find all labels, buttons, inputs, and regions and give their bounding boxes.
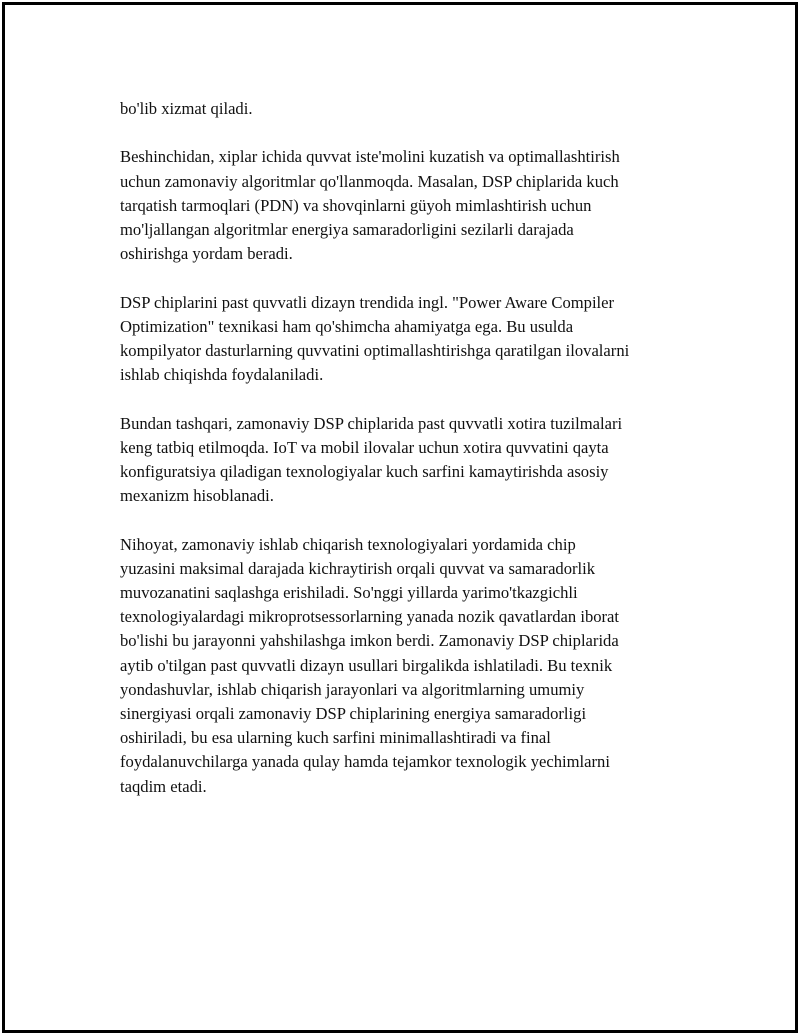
document-body [120, 97, 700, 823]
paragraph-4: Bundan tashqari, zamonaviy DSP chiplarida past quvvatli xotira tuzilmalari keng tatbiq etilmoqda. IoT va mobil ilovalar uchun xotira quvvatini qayta konfiguratsiya qiladigan texnologiyalar kuch sarfini kamaytirishda asosiy mexanizm hisoblanadi. [120, 413, 623, 506]
paragraph-5: Nihoyat, zamonaviy ishlab chiqarish texnologiyalari yordamida chip yuzasini maksimal darajada kichraytirish orqali quvvat va samaradorlik muvozanatini saqlashga erishiladi. So'nggi yillarda yarimo'tkazgichli texnologiyalardagi mikroprotsessorlarning yanada nozik qavatlardan iborat bo'lishi bu jarayonni yahshilashga imkon berdi. Zamonaviy DSP chiplarida aytib o'tilgan past quvvatli dizayn usullari birgalikda ishlatiladi. Bu texnik yondashuvlar, ishlab chiqarish jarayonlari va algoritmlarning umumiy sinergiyasi orqali zamonaviy DSP chiplarining energiya samaradorligi oshiriladi, bu esa ularning kuch sarfini minimallashtiradi va final foydalanuvchilarga yanada qulay hamda tejamkor texnologik yechimlarni taqdim etadi. [120, 534, 620, 796]
paragraph-1: bo'lib xizmat qiladi. [120, 99, 253, 118]
paragraph-3: DSP chiplarini past quvvatli dizayn trendida ingl. "Power Aware Compiler Optimization" texnikasi ham qo'shimcha ahamiyatga ega. Bu usulda kompilyator dasturlarning quvvatini optimallashtirishga qaratilgan ilovalarni ishlab chiqishda foydalaniladi. [120, 292, 630, 385]
page-frame [2, 2, 798, 1033]
paragraph-2: Beshinchidan, xiplar ichida quvvat iste'molini kuzatish va optimallashtirish uchun zamonaviy algoritmlar qo'llanmoqda. Masalan, DSP chiplarida kuch tarqatish tarmoqlari (PDN) va shovqinlarni güyoh mimlashtirish uchun mo'ljallangan algoritmlar energiya samaradorligini sezilarli darajada oshirishga yordam beradi. [120, 147, 620, 264]
